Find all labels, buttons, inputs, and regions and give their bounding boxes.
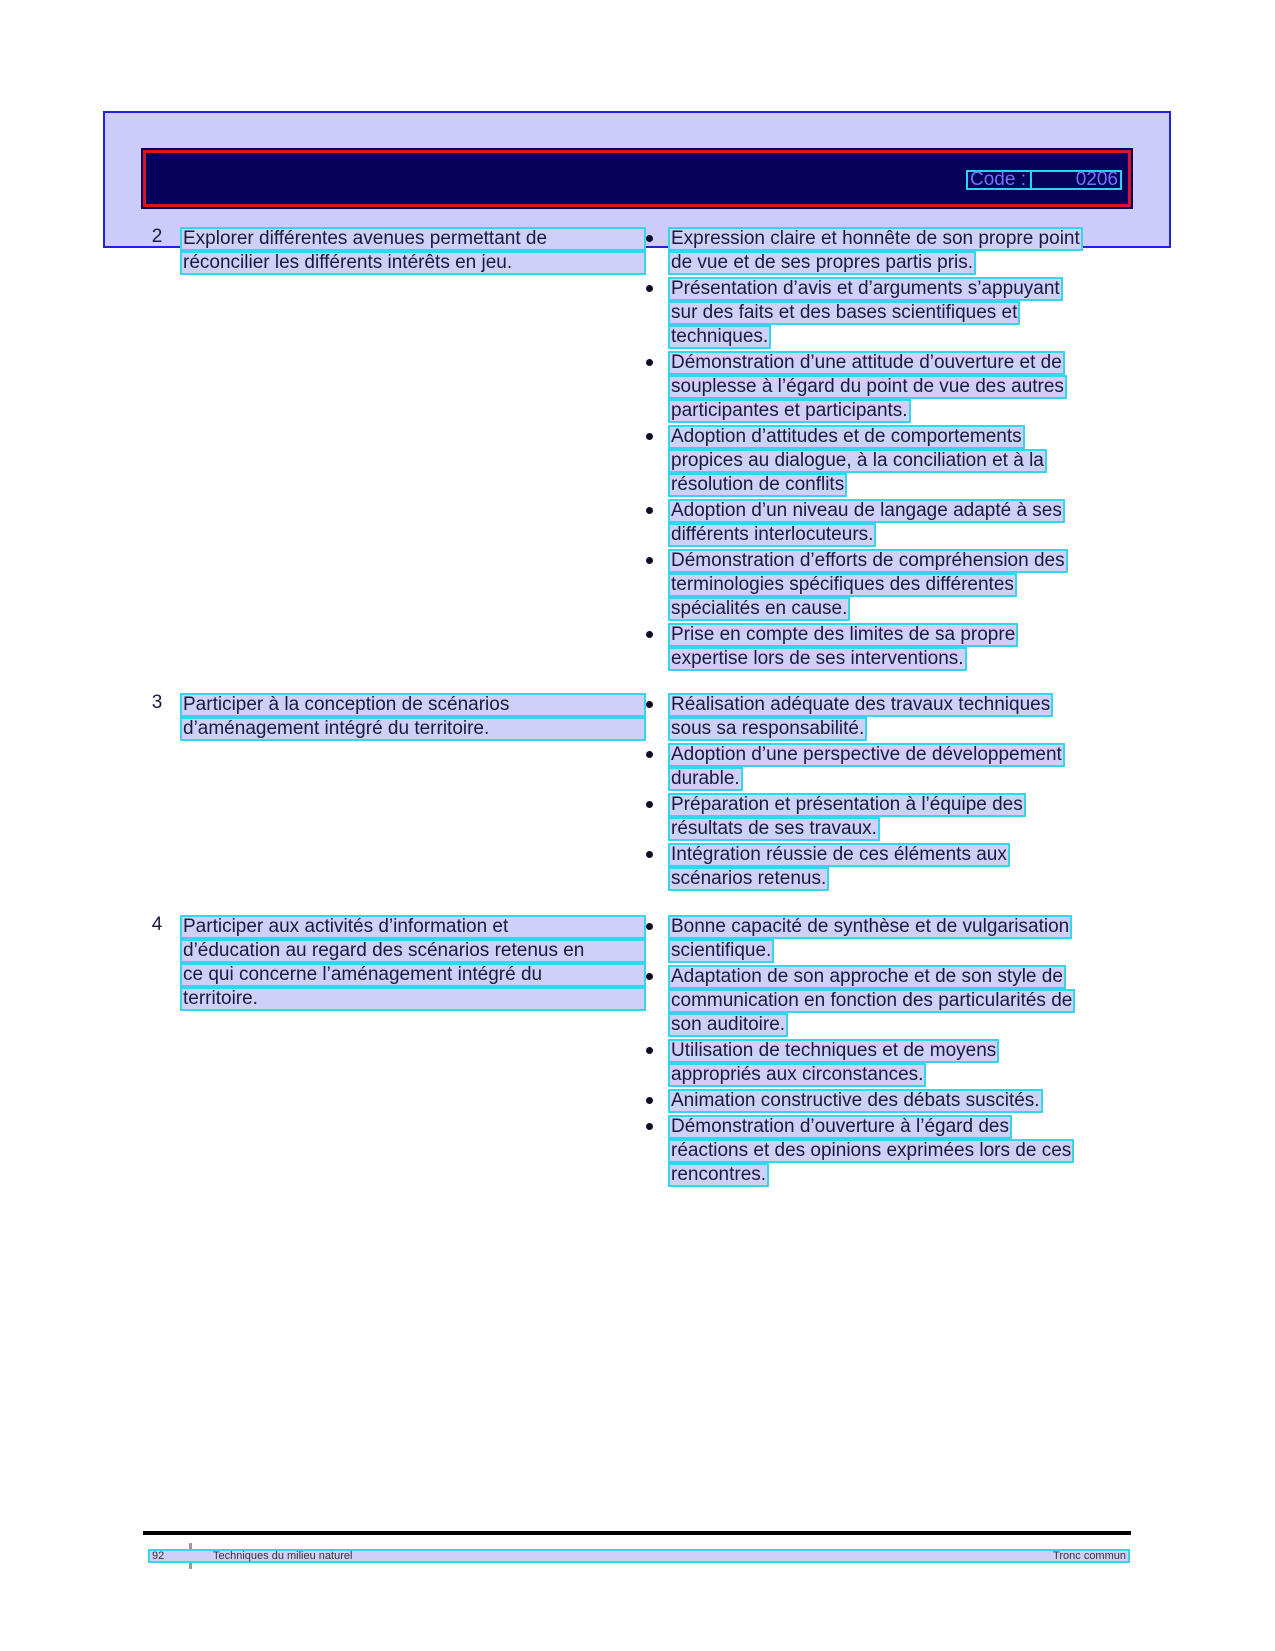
bullet-icon bbox=[646, 359, 653, 366]
criterion-line: résolution de conflits bbox=[668, 473, 847, 497]
criterion-line: Démonstration d’ouverture à l’égard des bbox=[668, 1115, 1012, 1139]
footer-rule bbox=[143, 1531, 1131, 1535]
bullet-icon bbox=[646, 751, 653, 758]
objective-line: ce qui concerne l’aménagement intégré du bbox=[180, 963, 646, 987]
criterion-line: sur des faits et des bases scientifiques et bbox=[668, 301, 1020, 325]
criterion-line: Démonstration d’efforts de compréhension des bbox=[668, 549, 1068, 573]
criterion-line: propices au dialogue, à la conciliation et à la bbox=[668, 449, 1047, 473]
criterion-line: Préparation et présentation à l’équipe des bbox=[668, 793, 1026, 817]
criterion-line: techniques. bbox=[668, 325, 771, 349]
objective-line: réconcilier les différents intérêts en jeu. bbox=[180, 251, 646, 275]
criterion-line: Animation constructive des débats suscités. bbox=[668, 1089, 1043, 1113]
criterion-line: rencontres. bbox=[668, 1163, 769, 1187]
bullet-icon bbox=[646, 1097, 653, 1104]
objective-line: Participer aux activités d’information et bbox=[180, 915, 646, 939]
objective-line: territoire. bbox=[180, 987, 646, 1011]
criterion-line: scénarios retenus. bbox=[668, 867, 829, 891]
criterion-line: expertise lors de ses interventions. bbox=[668, 647, 967, 671]
bullet-icon bbox=[646, 433, 653, 440]
criterion-line: participantes et participants. bbox=[668, 399, 911, 423]
objective-number: 2 bbox=[151, 226, 163, 247]
criterion-line: scientifique. bbox=[668, 939, 774, 963]
criterion-line: son auditoire. bbox=[668, 1013, 788, 1037]
code-label: Code : bbox=[970, 169, 1026, 190]
course-code bbox=[966, 170, 1122, 190]
bullet-icon bbox=[646, 851, 653, 858]
criterion-line: Bonne capacité de synthèse et de vulgarisation bbox=[668, 915, 1072, 939]
criterion-line: de vue et de ses propres partis pris. bbox=[668, 251, 976, 275]
objective-line: Explorer différentes avenues permettant de bbox=[180, 227, 646, 251]
bullet-icon bbox=[646, 801, 653, 808]
criterion-line: différents interlocuteurs. bbox=[668, 523, 876, 547]
code-separator bbox=[1030, 172, 1032, 188]
code-value: 0206 bbox=[1075, 169, 1118, 190]
criterion-line: durable. bbox=[668, 767, 743, 791]
footer-program: Techniques du milieu naturel bbox=[213, 1550, 353, 1562]
criterion-line: sous sa responsabilité. bbox=[668, 717, 867, 741]
bullet-icon bbox=[646, 285, 653, 292]
bullet-icon bbox=[646, 923, 653, 930]
objective-line: d’aménagement intégré du territoire. bbox=[180, 717, 646, 741]
criterion-line: réactions et des opinions exprimées lors de ces bbox=[668, 1139, 1074, 1163]
criterion-line: spécialités en cause. bbox=[668, 597, 850, 621]
criterion-line: résultats de ses travaux. bbox=[668, 817, 880, 841]
criterion-line: Présentation d’avis et d’arguments s’appuyant bbox=[668, 277, 1063, 301]
bullet-icon bbox=[646, 973, 653, 980]
criterion-line: Adoption d’une perspective de développement bbox=[668, 743, 1065, 767]
criterion-line: Expression claire et honnête de son propre point bbox=[668, 227, 1083, 251]
bullet-icon bbox=[646, 557, 653, 564]
bullet-icon bbox=[646, 1047, 653, 1054]
criterion-line: Adaptation de son approche et de son style de bbox=[668, 965, 1066, 989]
criterion-line: Démonstration d’une attitude d’ouverture et de bbox=[668, 351, 1065, 375]
bullet-icon bbox=[646, 631, 653, 638]
objective-line: Participer à la conception de scénarios bbox=[180, 693, 646, 717]
footer-section: Tronc commun bbox=[1053, 1550, 1126, 1562]
criterion-line: terminologies spécifiques des différentes bbox=[668, 573, 1017, 597]
criterion-line: Réalisation adéquate des travaux techniques bbox=[668, 693, 1053, 717]
criterion-line: Intégration réussie de ces éléments aux bbox=[668, 843, 1010, 867]
criterion-line: Adoption d’attitudes et de comportements bbox=[668, 425, 1025, 449]
title-bar bbox=[143, 150, 1131, 207]
criterion-line: Adoption d’un niveau de langage adapté à ses bbox=[668, 499, 1065, 523]
footer-page-number: 92 bbox=[152, 1550, 165, 1562]
bullet-icon bbox=[646, 235, 653, 242]
bullet-icon bbox=[646, 701, 653, 708]
objective-number: 4 bbox=[151, 914, 163, 935]
objective-number: 3 bbox=[151, 692, 163, 713]
footer bbox=[148, 1549, 1130, 1563]
criterion-line: Prise en compte des limites de sa propre bbox=[668, 623, 1018, 647]
bullet-icon bbox=[646, 507, 653, 514]
criterion-line: appropriés aux circonstances. bbox=[668, 1063, 926, 1087]
criterion-line: communication en fonction des particularités de bbox=[668, 989, 1075, 1013]
objective-line: d’éducation au regard des scénarios retenus en bbox=[180, 939, 646, 963]
criterion-line: souplesse à l’égard du point de vue des autres bbox=[668, 375, 1067, 399]
bullet-icon bbox=[646, 1123, 653, 1130]
criterion-line: Utilisation de techniques et de moyens bbox=[668, 1039, 999, 1063]
